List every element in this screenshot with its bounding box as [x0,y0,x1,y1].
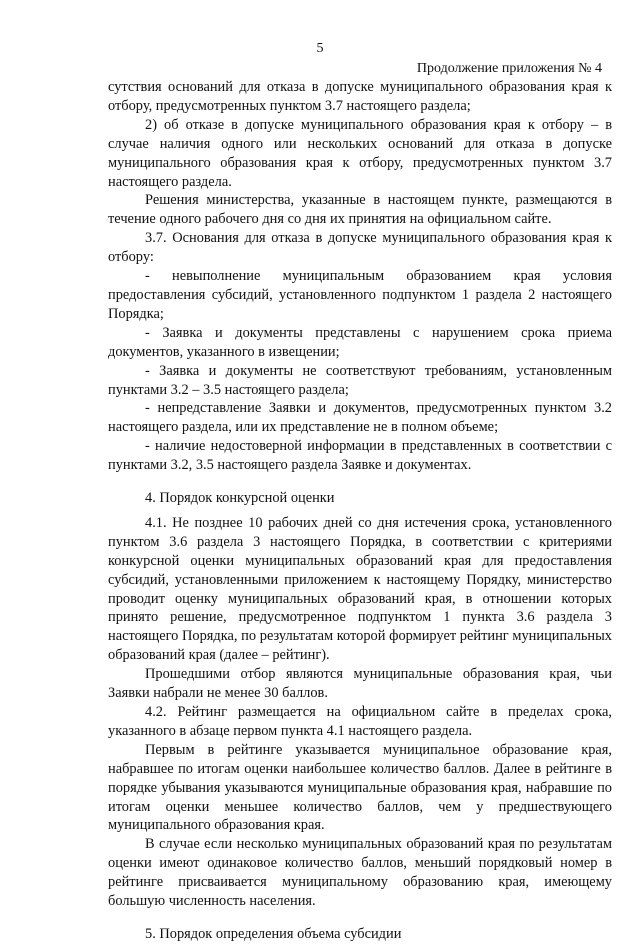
list-item: - Заявка и документы не соответствуют требованиям, установленным пунктами 3.2 – 3.5 настоящего раздела; [108,362,612,398]
document-body [108,78,612,950]
paragraph: В случае если несколько муниципальных образований края по результатам оценки имеют одинаковое количество баллов, меньший порядковый номер в рейтинге присваивается муниципальному образованию края, имеющему большую численность населения. [108,836,612,910]
list-item: - невыполнение муниципальным образованием края условия предоставления субсидий, установленного подпунктом 1 раздела 2 настоящего Порядка; [108,268,612,322]
section-heading: 5. Порядок определения объема субсидии [145,925,402,942]
section-heading: 4. Порядок конкурсной оценки [145,490,335,507]
paragraph: 2) об отказе в допуске муниципального образования края к отбору – в случае наличия одного или нескольких оснований для отказа в допуске муниципального образования края к отбору, предусмотренных пунктом 3.7 настоящего раздела. [108,116,612,190]
paragraph: Решения министерства, указанные в настоящем пункте, размещаются в течение одного рабочего дня со дня их принятия на официальном сайте. [108,192,612,228]
paragraph: сутствия оснований для отказа в допуске муниципального образования края к отбору, предусмотренных пунктом 3.7 настоящего раздела; [108,79,612,114]
list-item: - непредставление Заявки и документов, предусмотренных пунктом 3.2 настоящего раздела, или их представление не в полном объеме; [108,400,612,436]
appendix-continuation-note: Продолжение приложения № 4 [416,61,602,76]
list-item: - наличие недостоверной информации в представленных в соответствии с пунктами 3.2, 3.5 настоящего раздела Заявке и документах. [108,438,612,474]
list-item: - Заявка и документы представлены с нарушением срока приема документов, указанного в извещении; [108,324,612,360]
paragraph: Прошедшими отбор являются муниципальные образования края, чьи Заявки набрали не менее 30 баллов. [108,666,612,702]
page-number: 5 [316,41,324,56]
paragraph: 4.1. Не позднее 10 рабочих дней со дня истечения срока, установленного пунктом 3.6 раздела 3 настоящего Порядка, в соответствии с критериями конкурсной оценки муниципальных образований края для предоставления субсидий, установленными приложением к настоящему Порядку, министерство проводит оценку муниципальных образований края, в отношении которых принято решение, предусмотренное подпунктом 1 пункта 3.6 раздела 3 настоящего Порядка, по результатам которой формирует рейтинг муниципальных образований края (далее – рейтинг). [108,514,612,664]
paragraph: 3.7. Основания для отказа в допуске муниципального образования края к отбору: [108,230,612,266]
paragraph: 4.2. Рейтинг размещается на официальном сайте в пределах срока, указанного в абзаце первом пункта 4.1 настоящего раздела. [108,704,612,739]
paragraph: Первым в рейтинге указывается муниципальное образование края, набравшее по итогам оценки наибольшее количество баллов. Далее в рейтинге в порядке убывания указываются муниципальные образования края, набравшие по итогам оценки меньшее количество баллов, чем у предшествующего муниципального образования края. [108,741,612,834]
